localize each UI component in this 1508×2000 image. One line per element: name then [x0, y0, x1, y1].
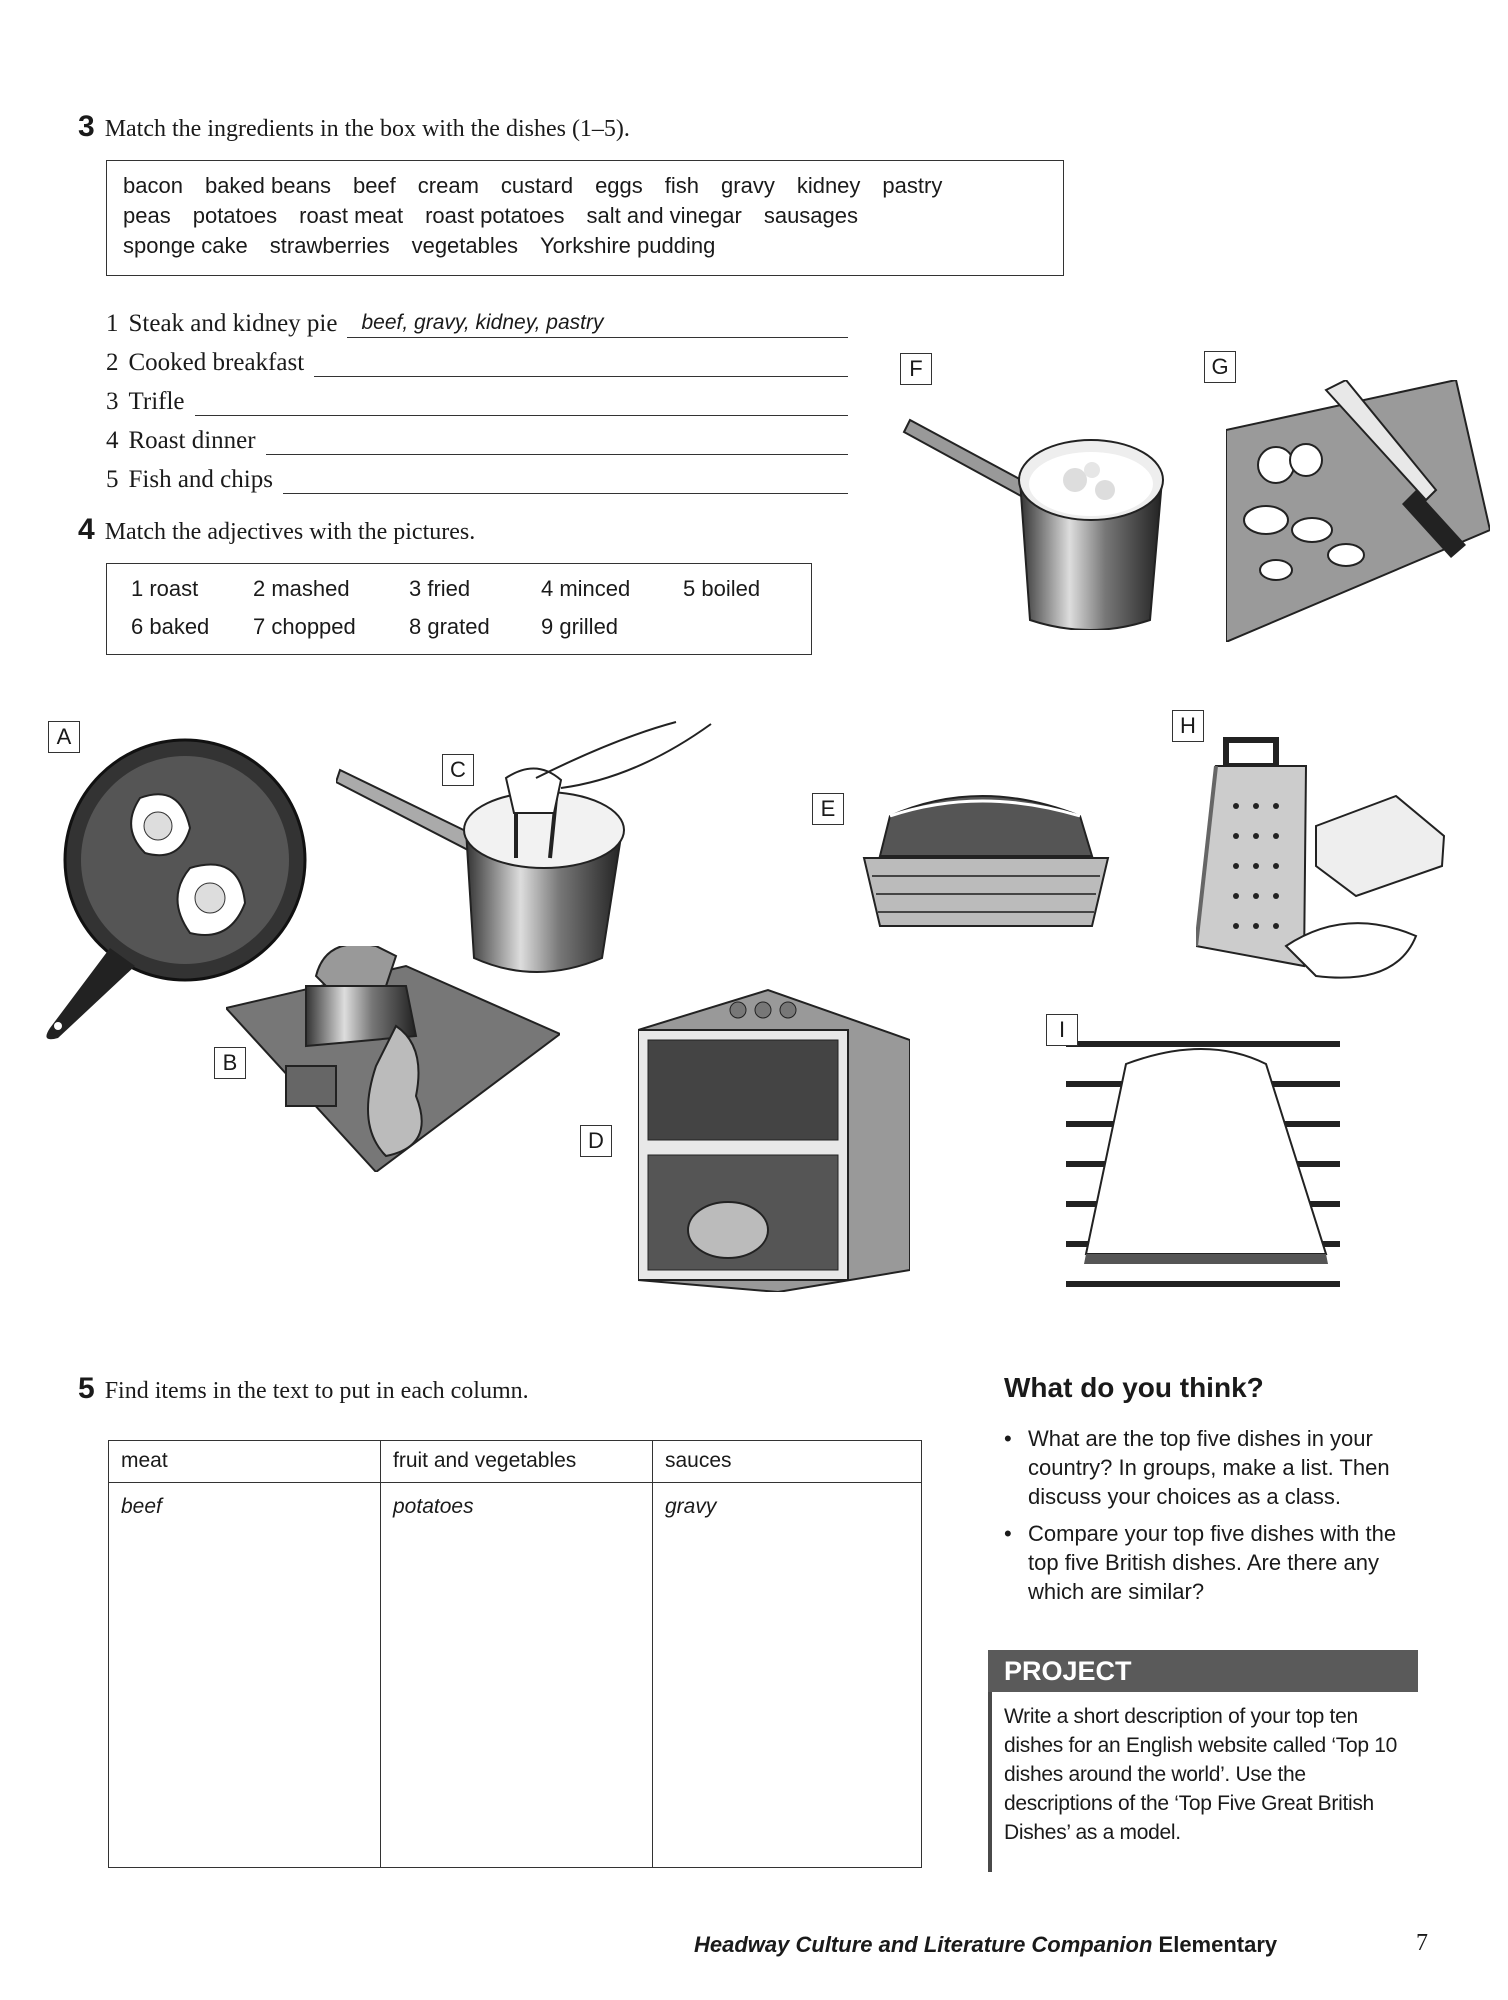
ingredient: pastry	[882, 173, 943, 198]
ingredient: kidney	[796, 173, 861, 198]
exercise-instruction: Match the adjectives with the pictures.	[104, 519, 476, 545]
adjectives-box	[106, 563, 812, 655]
ingredient: roast meat	[299, 203, 404, 228]
ingredient: gravy	[721, 173, 775, 198]
column-header: meat	[109, 1441, 380, 1483]
adjective: 9 grilled	[541, 614, 619, 639]
adjective: 1 roast	[131, 576, 199, 601]
answer-line[interactable]	[266, 428, 848, 455]
chopped-onion-picture	[1226, 380, 1490, 642]
ingredient: sponge cake	[123, 233, 248, 258]
dish-row: 1 Steak and kidney pie beef, gravy, kidney, pastry	[106, 304, 848, 338]
ingredients-word-box	[106, 160, 1064, 276]
adjective: 8 grated	[409, 614, 490, 639]
exercise-number: 4	[78, 513, 95, 546]
dish-name: Roast dinner	[128, 427, 256, 454]
table-column-fruit-vegetables	[381, 1441, 653, 1867]
adjective: 7 chopped	[253, 614, 356, 639]
picture-label-g: G	[1204, 351, 1236, 383]
ingredient: custard	[500, 173, 574, 198]
dish-row: 2 Cooked breakfast	[106, 343, 848, 377]
ingredient: beef	[352, 173, 396, 198]
exercise-number: 5	[78, 1372, 95, 1405]
ingredient: vegetables	[411, 233, 518, 258]
table-column-sauces	[653, 1441, 921, 1867]
bullet-icon: •	[1004, 1521, 1012, 1546]
picture-label-c: C	[442, 754, 474, 786]
discussion-bullet: • Compare your top five dishes with the top five British dishes. Are there any which are similar?	[1004, 1521, 1397, 1604]
table-column-meat	[109, 1441, 381, 1867]
exercise-instruction: Match the ingredients in the box with the dishes (1–5).	[104, 116, 630, 142]
column-header: fruit and vegetables	[381, 1441, 652, 1483]
ingredient: potatoes	[192, 203, 278, 228]
exercise-4-heading	[78, 513, 475, 547]
dish-row: 4 Roast dinner	[106, 421, 848, 455]
ingredient: salt and vinegar	[586, 203, 742, 228]
exercise-5-heading	[78, 1372, 529, 1406]
picture-label-b: B	[214, 1047, 246, 1079]
ingredient: sausages	[763, 203, 859, 228]
project-box	[988, 1650, 1418, 1872]
picture-label-f: F	[900, 353, 932, 385]
exercise-instruction: Find items in the text to put in each column.	[104, 1378, 529, 1404]
roast-oven-picture	[638, 980, 910, 1292]
dish-name: Cooked breakfast	[128, 349, 305, 376]
column-value[interactable]: gravy	[665, 1495, 717, 1518]
answer-line[interactable]	[195, 389, 848, 416]
minced-meat-picture	[226, 946, 560, 1172]
discussion-bullet: • What are the top five dishes in your country? In groups, make a list. Then discuss your choices as a class.	[1004, 1426, 1390, 1509]
dish-row: 3 Trifle	[106, 382, 848, 416]
adjective: 6 baked	[131, 614, 210, 639]
picture-label-e: E	[812, 793, 844, 825]
ingredient: fish	[664, 173, 700, 198]
answer-line[interactable]	[347, 311, 848, 338]
category-table	[108, 1440, 922, 1868]
picture-label-i: I	[1046, 1014, 1078, 1046]
grilled-toast-picture	[1066, 1024, 1340, 1300]
adjective: 3 fried	[409, 576, 471, 601]
ingredient: roast potatoes	[425, 203, 565, 228]
dish-name: Trifle	[128, 388, 185, 415]
grated-cheese-picture	[1196, 726, 1446, 996]
answer-line[interactable]	[314, 350, 848, 377]
baked-loaf-picture	[860, 766, 1112, 942]
project-side-rule	[988, 1692, 992, 1872]
page-number: 7	[1416, 1930, 1428, 1956]
dish-row: 5 Fish and chips	[106, 460, 848, 494]
ingredient: peas	[123, 203, 171, 228]
ingredient: Yorkshire pudding	[540, 233, 716, 258]
adjective: 5 boiled	[683, 576, 761, 601]
dish-name: Steak and kidney pie	[128, 310, 338, 337]
column-header: sauces	[653, 1441, 921, 1483]
ingredient: cream	[417, 173, 479, 198]
book-title: Headway Culture and Literature Companion Elementary	[694, 1932, 1278, 1957]
adjective: 2 mashed	[253, 576, 350, 601]
adjective: 4 minced	[541, 576, 631, 601]
dish-name: Fish and chips	[128, 466, 273, 493]
ingredient: eggs	[595, 173, 643, 198]
exercise-number: 3	[78, 110, 95, 143]
answer-text: beef, gravy, kidney, pastry	[361, 311, 604, 334]
ingredient: baked beans	[204, 173, 331, 198]
column-value[interactable]: potatoes	[393, 1495, 474, 1518]
project-title: PROJECT	[988, 1650, 1418, 1692]
picture-label-d: D	[580, 1125, 612, 1157]
ingredient: bacon	[123, 173, 183, 198]
picture-label-h: H	[1172, 710, 1204, 742]
bullet-icon: •	[1004, 1426, 1012, 1451]
project-text: Write a short description of your top ten dishes for an English website called ‘Top 10 dishes around the world’. Use the descriptions of the ‘Top Five Great British Dishes’ as a model.	[1004, 1705, 1398, 1844]
column-value[interactable]: beef	[121, 1495, 162, 1518]
picture-label-a: A	[48, 721, 80, 753]
answer-line[interactable]	[283, 467, 848, 494]
what-do-you-think-title: What do you think?	[1004, 1372, 1264, 1403]
exercise-3-heading	[78, 110, 630, 144]
ingredient: strawberries	[269, 233, 390, 258]
boiled-saucepan-picture	[900, 400, 1180, 630]
